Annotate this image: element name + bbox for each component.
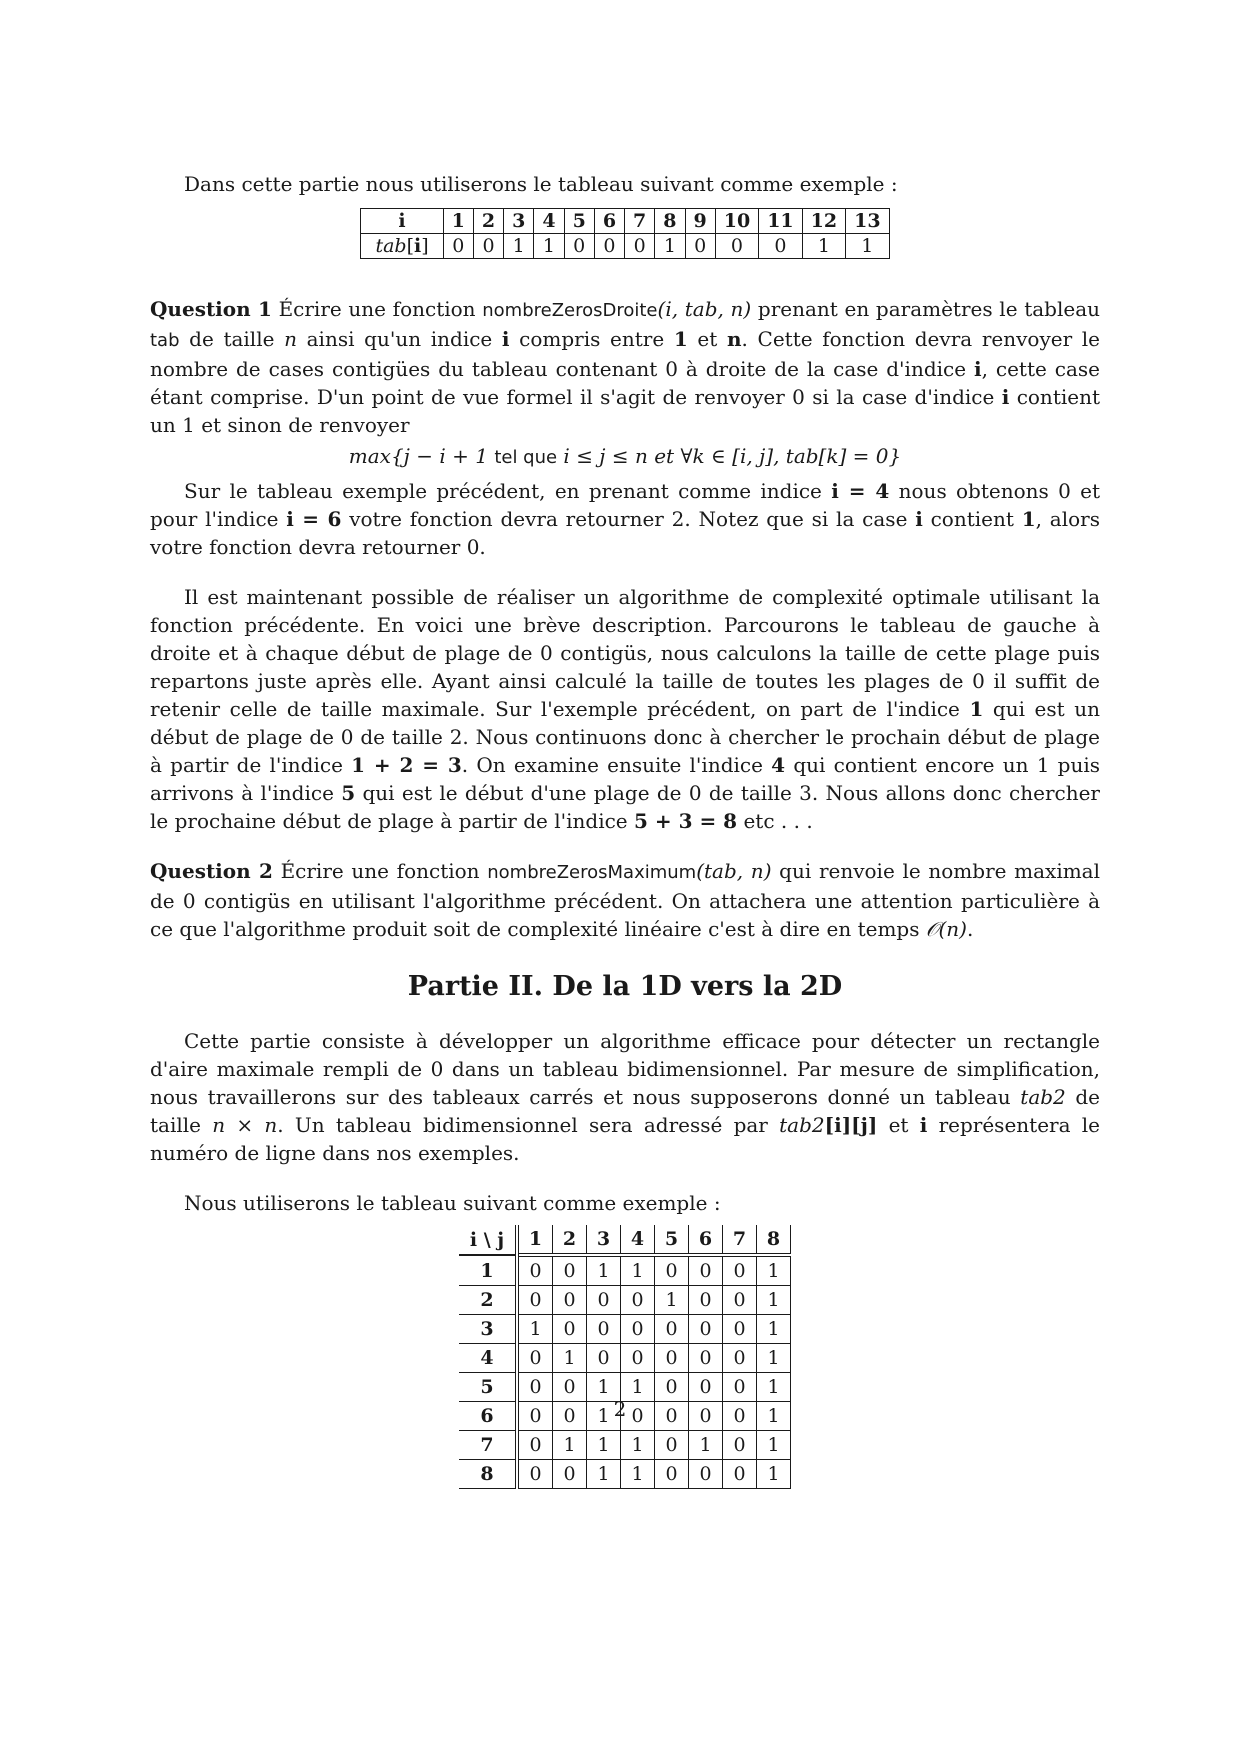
table2-column-header: 4 [621,1225,655,1255]
table1-value-cell: 0 [443,234,473,259]
table2-row-header: 3 [459,1315,517,1344]
table1-value-cell: 0 [473,234,503,259]
table2-row-header: 7 [459,1431,517,1460]
example-table-1d [360,208,889,259]
table2-cell: 0 [723,1286,757,1315]
table2-cell: 0 [689,1373,723,1402]
question-2-label: Question 2 [150,859,273,883]
table1-index-cell: 9 [685,209,715,234]
table1-index-cell: 11 [759,209,802,234]
table1-value-cell: 1 [846,234,889,259]
table1-value-cell: 0 [685,234,715,259]
table2-row [459,1255,791,1286]
table2-cell: 0 [723,1373,757,1402]
table2-cell: 1 [757,1344,791,1373]
table2-cell: 1 [757,1402,791,1431]
table2-row-header: 8 [459,1460,517,1489]
algorithm-description: Il est maintenant possible de réaliser un algorithme de complexité optimale utilisant la fonction précédente. En voici une brève description. Parcourons le tableau de gauche à droite et à chaque début de plage de 0 contigüs, nous calculons la taille de cette plage puis repartons juste après elle. Ayant ainsi calculé la taille de toutes les plages de 0 il suffit de retenir celle de taille maximale. Sur l'exemple précédent, on part de l'indice 1 qui est un début de plage de 0 de taille 2. Nous continuons donc à chercher le prochain début de plage à partir de l'indice 1 + 2 = 3. On examine ensuite l'indice 4 qui contient encore un 1 puis arrivons à l'indice 5 qui est le début d'une plage de 0 de taille 3. Nous allons donc chercher le prochaine début de plage à partir de l'indice 5 + 3 = 8 etc . . . [150,585,1101,833]
table2-cell: 0 [517,1373,553,1402]
table1-index-cell: 5 [564,209,594,234]
table1-value-cell: 1 [802,234,845,259]
table2-column-header: 5 [655,1225,689,1255]
table1-index-cell: 13 [846,209,889,234]
table2-cell: 0 [517,1460,553,1489]
table2-row [459,1315,791,1344]
table2-cell: 0 [723,1402,757,1431]
page-number: 2 [613,1397,627,1421]
table2-cell: 0 [723,1431,757,1460]
table1-header-label: i [361,209,443,234]
table1-value-cell: 0 [594,234,624,259]
table2-cell: 1 [689,1431,723,1460]
partie2-intro: Nous utiliserons le tableau suivant comme exemple : [184,1191,721,1215]
table1-value-cell: 0 [564,234,594,259]
table2-cell: 1 [587,1460,621,1489]
table2-cell: 1 [587,1431,621,1460]
table2-cell: 0 [689,1460,723,1489]
table2-column-header: 8 [757,1225,791,1255]
table2-column-header: 2 [553,1225,587,1255]
table2-cell: 0 [517,1402,553,1431]
table2-cell: 0 [587,1315,621,1344]
table2-column-header: 1 [517,1225,553,1255]
partie2-paragraph: Cette partie consiste à développer un algorithme efficace pour détecter un rectangle d'aire maximale rempli de 0 dans un tableau bidimensionnel. Par mesure de simplification, nous travaillerons sur des tableaux carrés et nous supposerons donné un tableau tab2 de taille n × n. Un tableau bidimensionnel sera adressé par tab2[i][j] et i représentera le numéro de ligne dans nos exemples. [150,1029,1101,1165]
table2-cell: 1 [553,1344,587,1373]
intro-paragraph: Dans cette partie nous utiliserons le tableau suivant comme exemple : [184,172,898,196]
table2-cell: 0 [689,1286,723,1315]
table2-cell: 1 [757,1431,791,1460]
table1-index-cell: 8 [655,209,685,234]
table2-cell: 1 [757,1373,791,1402]
table2-row-header: 2 [459,1286,517,1315]
table1-value-cell: 0 [715,234,758,259]
table1-value-cell: 0 [625,234,655,259]
question-1-example: Sur le tableau exemple précédent, en prenant comme indice i = 4 nous obtenons 0 et pour l'indice i = 6 votre fonction devra retourner 2. Notez que si la case i contient 1, alors votre fonction devra retourner 0. [150,479,1101,559]
table1-index-row [361,209,889,234]
table1-index-cell: 7 [625,209,655,234]
table2-cell: 0 [723,1315,757,1344]
table2-row-header: 5 [459,1373,517,1402]
table2-cell: 0 [655,1460,689,1489]
table1-value-cell: 1 [534,234,564,259]
table2-cell: 0 [553,1286,587,1315]
table2-cell: 0 [723,1460,757,1489]
table2-cell: 0 [655,1431,689,1460]
table2-cell: 0 [621,1344,655,1373]
table1-index-cell: 6 [594,209,624,234]
table2-cell: 1 [757,1460,791,1489]
function-name-zeros-droite: nombreZerosDroite [482,300,658,321]
table1-value-cell: 1 [655,234,685,259]
table1-index-cell: 4 [534,209,564,234]
table2-cell: 0 [655,1373,689,1402]
example-table-2d [459,1225,791,1489]
table2-cell: 0 [655,1344,689,1373]
table2-row [459,1344,791,1373]
table1-value-row [361,234,889,259]
table2-cell: 0 [621,1286,655,1315]
table2-cell: 0 [723,1255,757,1286]
table1-value-cell: 1 [504,234,534,259]
table2-cell: 1 [621,1373,655,1402]
table2-row-header: 6 [459,1402,517,1431]
table2-cell: 1 [587,1255,621,1286]
table2-row [459,1460,791,1489]
table2-cell: 0 [517,1286,553,1315]
table2-row [459,1431,791,1460]
question-1-label: Question 1 [150,297,272,321]
table2-cell: 0 [553,1255,587,1286]
question-2: Question 2 Écrire une fonction nombreZerosMaximum(tab, n) qui renvoie le nombre maximal de 0 contigüs en utilisant l'algorithme précédent. On attachera une attention particulière à ce que l'algorithme produit soit de complexité linéaire c'est à dire en temps 𝒪(n). [150,859,1101,941]
table2-cell: 0 [553,1315,587,1344]
table2-cell: 1 [757,1255,791,1286]
table2-corner: i \ j [459,1225,517,1255]
table2-cell: 1 [553,1431,587,1460]
table2-cell: 0 [587,1286,621,1315]
table1-index-cell: 2 [473,209,503,234]
table2-cell: 0 [689,1402,723,1431]
table2-column-header: 6 [689,1225,723,1255]
table2-cell: 0 [655,1402,689,1431]
table2-cell: 0 [553,1402,587,1431]
table2-row [459,1286,791,1315]
table2-cell: 1 [517,1315,553,1344]
table2-row-header: 4 [459,1344,517,1373]
table2-header-row [459,1225,791,1255]
table2-column-header: 3 [587,1225,621,1255]
table2-cell: 0 [689,1344,723,1373]
table2-cell: 0 [689,1255,723,1286]
table2-cell: 0 [517,1255,553,1286]
table1-index-cell: 10 [715,209,758,234]
table2-cell: 0 [723,1344,757,1373]
function-name-zeros-maximum: nombreZerosMaximum [487,862,697,883]
table2-cell: 0 [655,1255,689,1286]
formula-max: max{j − i + 1 tel que i ≤ j ≤ n et ∀k ∈ [i, j], tab[k] = 0} [348,444,902,468]
table1-index-cell: 3 [504,209,534,234]
table2-cell: 1 [757,1286,791,1315]
table1-value-cell: 0 [759,234,802,259]
table2-cell: 1 [587,1373,621,1402]
table2-cell: 1 [621,1460,655,1489]
table2-cell: 1 [655,1286,689,1315]
table2-cell: 0 [517,1431,553,1460]
table1-index-cell: 1 [443,209,473,234]
table2-cell: 0 [553,1460,587,1489]
table2-cell: 1 [621,1255,655,1286]
table2-cell: 0 [587,1344,621,1373]
table2-row-header: 1 [459,1255,517,1286]
page-content [150,170,1100,1489]
question-1: Question 1 Écrire une fonction nombreZerosDroite(i, tab, n) prenant en paramètres le tableau tab de taille n ainsi qu'un indice i compris entre 1 et n. Cette fonction devra renvoyer le nombre de cases contigües du tableau contenant 0 à droite de la case d'indice i, cette case étant comprise. D'un point de vue formel il s'agit de renvoyer 0 si la case d'indice i contient un 1 et sinon de renvoyer [150,297,1101,437]
table2-cell: 1 [757,1315,791,1344]
table2-cell: 0 [621,1402,655,1431]
table2-cell: 1 [587,1402,621,1431]
table1-index-cell: 12 [802,209,845,234]
table2-column-header: 7 [723,1225,757,1255]
table1-row-label: tab[i] [361,234,443,259]
table2-cell: 1 [621,1431,655,1460]
table2-cell: 0 [553,1373,587,1402]
table2-cell: 0 [517,1344,553,1373]
section-title: Partie II. De la 1D vers la 2D [407,971,843,1002]
table2-cell: 0 [689,1315,723,1344]
table2-cell: 0 [655,1315,689,1344]
table2-cell: 0 [621,1315,655,1344]
